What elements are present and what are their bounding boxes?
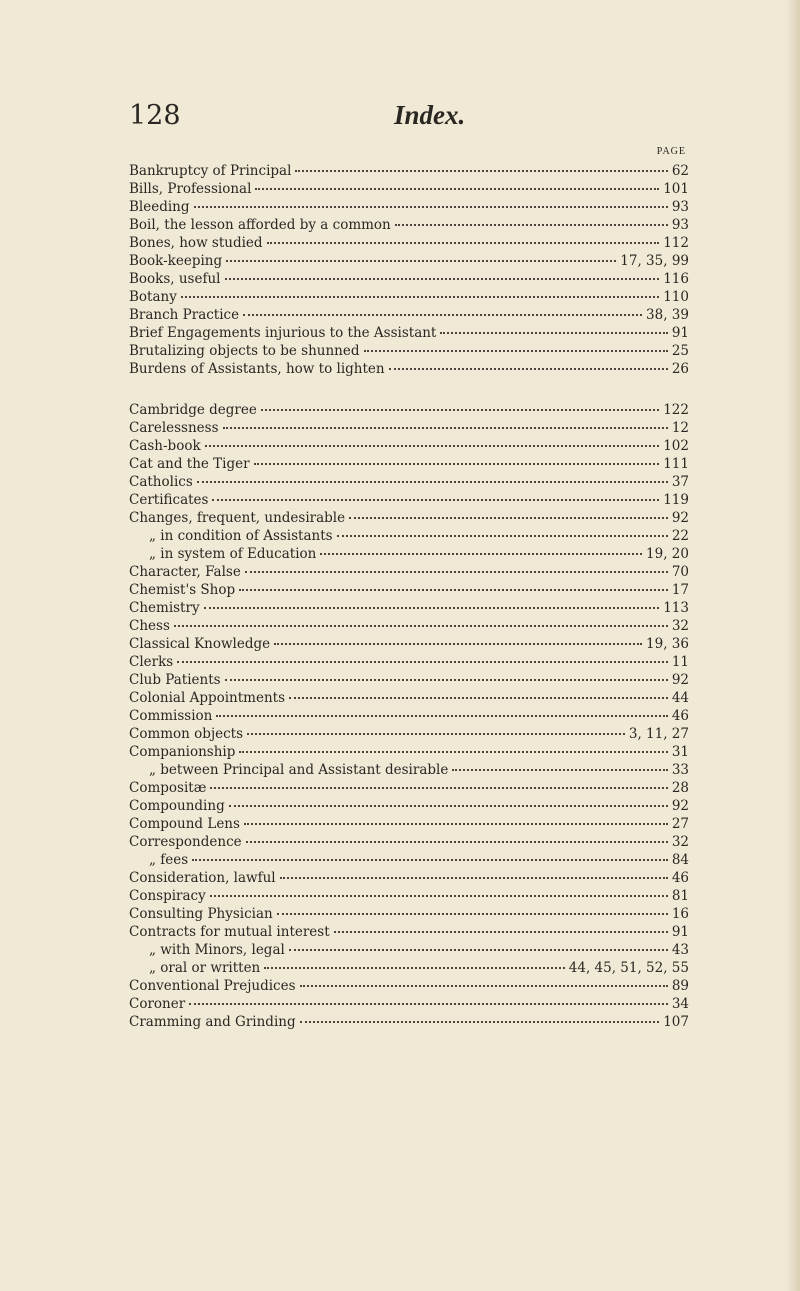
dot-leader: [197, 471, 668, 483]
dot-leader: [247, 723, 625, 735]
dot-leader: [261, 399, 659, 411]
dot-leader: [289, 687, 668, 699]
entry-pages: 91: [671, 924, 689, 940]
entry-pages: 32: [671, 834, 689, 850]
index-group: [129, 162, 689, 378]
entry-term: Compound Lens: [129, 816, 240, 832]
page-column-label: PAGE: [656, 146, 686, 157]
entry-term: Brief Engagements injurious to the Assistant: [129, 325, 437, 341]
entry-term: Coroner: [129, 996, 186, 1012]
dot-leader: [243, 304, 642, 316]
entry-pages: 27: [671, 816, 689, 832]
entry-term: Conspiracy: [129, 888, 206, 904]
entry-pages: 25: [671, 343, 689, 359]
dot-leader: [334, 921, 668, 933]
entry-pages: 81: [671, 888, 689, 904]
entry-term: Chemist's Shop: [129, 582, 236, 598]
entry-pages: 62: [671, 163, 689, 179]
entry-pages: 112: [663, 235, 689, 251]
dot-leader: [216, 705, 667, 717]
dot-leader: [245, 561, 668, 573]
entry-pages: 89: [671, 978, 689, 994]
dot-leader: [320, 543, 642, 555]
entry-term: Changes, frequent, undesirable: [129, 510, 346, 526]
index-list: [129, 162, 689, 1031]
entry-pages: 16: [671, 906, 689, 922]
entry-pages: 70: [671, 564, 689, 580]
entry-term: Common objects: [129, 726, 244, 742]
entry-term: Correspondence: [129, 834, 242, 850]
entry-pages: 93: [671, 199, 689, 215]
entry-pages: 92: [671, 672, 689, 688]
entry-pages: 11: [671, 654, 689, 670]
entry-pages: 28: [671, 780, 689, 796]
entry-pages: 19, 36: [646, 636, 689, 652]
dot-leader: [212, 489, 659, 501]
dot-leader: [300, 1011, 660, 1023]
entry-pages: 92: [671, 798, 689, 814]
entry-term: Book-keeping: [129, 253, 223, 269]
entry-term: Brutalizing objects to be shunned: [129, 343, 360, 359]
entry-pages: 34: [671, 996, 689, 1012]
entry-pages: 38, 39: [646, 307, 689, 323]
entry-term: Carelessness: [129, 420, 219, 436]
entry-pages: 3, 11, 27: [628, 726, 689, 742]
dot-leader: [274, 633, 642, 645]
entry-pages: 17: [671, 582, 689, 598]
entry-term: Companionship: [129, 744, 236, 760]
entry-pages: 26: [671, 361, 689, 377]
dot-leader: [229, 795, 668, 807]
entry-pages: 46: [671, 708, 689, 724]
dot-leader: [225, 268, 660, 280]
dot-leader: [300, 975, 668, 987]
dot-leader: [192, 849, 668, 861]
entry-term: „ fees: [149, 852, 189, 868]
dot-leader: [277, 903, 668, 915]
entry-term: „ between Principal and Assistant desirable: [149, 762, 449, 778]
entry-pages: 110: [663, 289, 689, 305]
entry-term: Compounding: [129, 798, 225, 814]
dot-leader: [264, 957, 565, 969]
entry-pages: 37: [671, 474, 689, 490]
dot-leader: [210, 885, 668, 897]
entry-pages: 91: [671, 325, 689, 341]
dot-leader: [295, 160, 667, 172]
dot-leader: [246, 831, 668, 843]
entry-pages: 17, 35, 99: [620, 253, 689, 269]
entry-pages: 32: [671, 618, 689, 634]
entry-term: Clerks: [129, 654, 174, 670]
entry-term: Classical Knowledge: [129, 636, 271, 652]
running-title: Index.: [394, 100, 466, 130]
page-number: 128: [129, 100, 181, 131]
dot-leader: [239, 579, 668, 591]
entry-term: Bills, Professional: [129, 181, 252, 197]
dot-leader: [177, 651, 668, 663]
entry-pages: 43: [671, 942, 689, 958]
entry-term: Boil, the lesson afforded by a common: [129, 217, 391, 233]
entry-term: Conventional Prejudices: [129, 978, 296, 994]
entry-term: „ with Minors, legal: [149, 942, 285, 958]
dot-leader: [189, 993, 668, 1005]
entry-pages: 19, 20: [646, 546, 689, 562]
entry-pages: 12: [671, 420, 689, 436]
entry-pages: 46: [671, 870, 689, 886]
entry-term: Cat and the Tiger: [129, 456, 250, 472]
dot-leader: [254, 453, 660, 465]
dot-leader: [452, 759, 667, 771]
entry-term: Consideration, lawful: [129, 870, 276, 886]
entry-pages: 113: [663, 600, 689, 616]
dot-leader: [194, 196, 668, 208]
entry-term: Certificates: [129, 492, 209, 508]
entry-pages: 44, 45, 51, 52, 55: [568, 960, 689, 976]
entry-pages: 33: [671, 762, 689, 778]
entry-pages: 119: [663, 492, 689, 508]
dot-leader: [289, 939, 668, 951]
dot-leader: [280, 867, 668, 879]
entry-term: Colonial Appointments: [129, 690, 286, 706]
entry-term: „ in condition of Assistants: [149, 528, 333, 544]
entry-term: Commission: [129, 708, 213, 724]
dot-leader: [267, 232, 660, 244]
entry-pages: 44: [671, 690, 689, 706]
dot-leader: [204, 597, 660, 609]
dot-leader: [226, 250, 616, 262]
entry-term: Contracts for mutual interest: [129, 924, 330, 940]
dot-leader: [174, 615, 668, 627]
entry-term: Catholics: [129, 474, 193, 490]
entry-term: Cambridge degree: [129, 402, 257, 418]
dot-leader: [210, 777, 667, 789]
entry-term: Burdens of Assistants, how to lighten: [129, 361, 385, 377]
index-entry: [129, 1013, 689, 1031]
page-edge-shadow: [786, 0, 800, 1291]
dot-leader: [181, 286, 659, 298]
index-entry: [129, 360, 689, 378]
entry-term: Club Patients: [129, 672, 221, 688]
entry-pages: 93: [671, 217, 689, 233]
entry-term: Chess: [129, 618, 170, 634]
running-head: [129, 100, 689, 136]
entry-term: Compositæ: [129, 780, 207, 796]
entry-term: Bones, how studied: [129, 235, 263, 251]
dot-leader: [389, 358, 668, 370]
entry-pages: 111: [663, 456, 689, 472]
entry-term: Cramming and Grinding: [129, 1014, 296, 1030]
entry-pages: 31: [671, 744, 689, 760]
dot-leader: [337, 525, 668, 537]
dot-leader: [255, 178, 659, 190]
entry-term: Botany: [129, 289, 177, 305]
entry-term: Chemistry: [129, 600, 200, 616]
dot-leader: [225, 669, 668, 681]
entry-term: Books, useful: [129, 271, 221, 287]
dot-leader: [349, 507, 668, 519]
entry-term: Cash-book: [129, 438, 201, 454]
entry-pages: 84: [671, 852, 689, 868]
dot-leader: [223, 417, 668, 429]
entry-pages: 22: [671, 528, 689, 544]
entry-pages: 92: [671, 510, 689, 526]
index-group: [129, 401, 689, 1031]
entry-term: Bleeding: [129, 199, 190, 215]
entry-pages: 101: [663, 181, 689, 197]
entry-pages: 102: [663, 438, 689, 454]
entry-term: Branch Practice: [129, 307, 240, 323]
entry-term: Character, False: [129, 564, 241, 580]
dot-leader: [239, 741, 667, 753]
entry-term: Bankruptcy of Principal: [129, 163, 292, 179]
dot-leader: [395, 214, 668, 226]
dot-leader: [244, 813, 668, 825]
entry-pages: 107: [663, 1014, 689, 1030]
entry-term: „ oral or written: [149, 960, 261, 976]
entry-pages: 122: [663, 402, 689, 418]
entry-term: „ in system of Education: [149, 546, 317, 562]
entry-pages: 116: [663, 271, 689, 287]
dot-leader: [205, 435, 660, 447]
dot-leader: [364, 340, 668, 352]
entry-term: Consulting Physician: [129, 906, 273, 922]
dot-leader: [440, 322, 667, 334]
